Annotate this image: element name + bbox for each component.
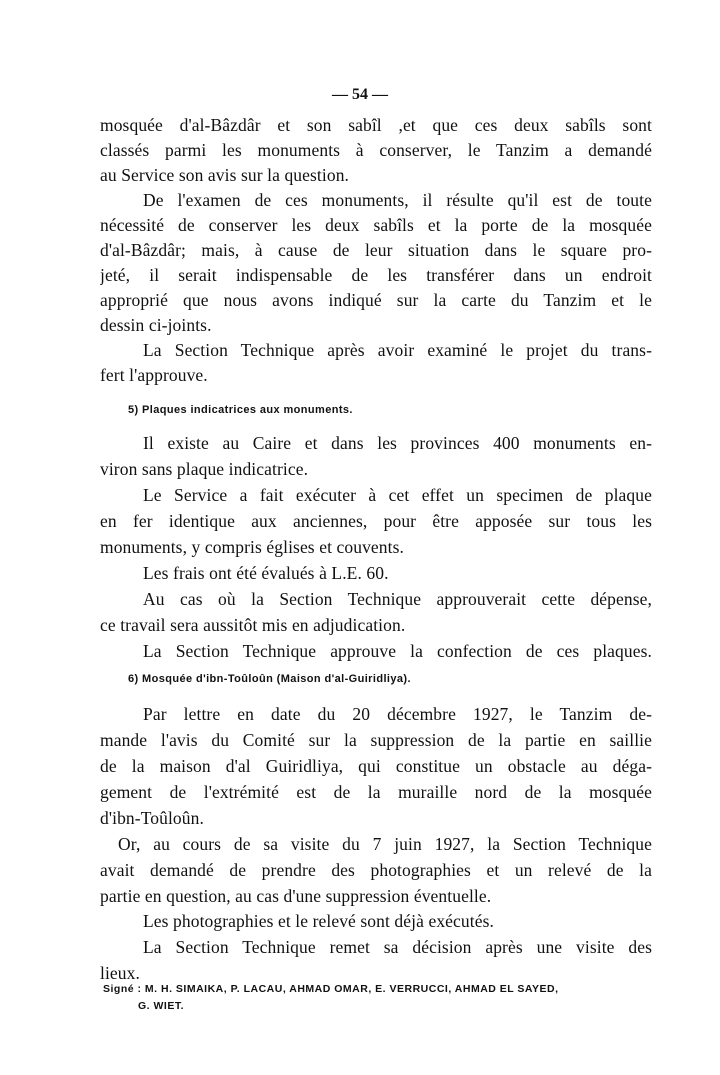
text-line: De l'examen de ces monuments, il résulte qu'il est de toute xyxy=(143,190,652,210)
section-heading-6: 6) Mosquée d'ibn-Toûloûn (Maison d'al-Guiridliya). xyxy=(128,673,411,685)
text-line: avait demandé de prendre des photographies et un relevé de la xyxy=(100,860,652,880)
text-line: approprié que nous avons indiqué sur la carte du Tanzim et le xyxy=(100,290,652,310)
text-line: Les frais ont été évalués à L.E. 60. xyxy=(143,563,389,583)
text-line: d'ibn-Toûloûn. xyxy=(100,808,204,828)
page-number: — 54 — xyxy=(332,86,388,103)
text-line: Le Service a fait exécuter à cet effet un specimen de plaque xyxy=(143,485,652,505)
section-heading-5: 5) Plaques indicatrices aux monuments. xyxy=(128,404,353,416)
text-line: La Section Technique après avoir examiné le projet du trans- xyxy=(143,340,652,360)
text-line: Au cas où la Section Technique approuverait cette dépense, xyxy=(143,589,652,609)
text-line: Par lettre en date du 20 décembre 1927, le Tanzim de- xyxy=(143,704,652,724)
text-line: dessin ci-joints. xyxy=(100,315,212,335)
text-line: mosquée d'al-Bâzdâr et son sabîl ,et que ces deux sabîls sont xyxy=(100,115,652,135)
signature-line: Signé : M. H. SIMAIKA, P. LACAU, AHMAD OMAR, E. VERRUCCI, AHMAD EL SAYED, xyxy=(103,983,559,995)
text-line: de la maison d'al Guiridliya, qui constitue un obstacle au déga- xyxy=(100,756,652,776)
text-line: jeté, il serait indispensable de les transférer dans un endroit xyxy=(100,265,652,285)
text-line: La Section Technique approuve la confection de ces plaques. xyxy=(143,641,652,661)
text-line: lieux. xyxy=(100,963,140,983)
signature-line: G. WIET. xyxy=(138,1000,184,1012)
text-line: ce travail sera aussitôt mis en adjudication. xyxy=(100,615,406,635)
text-line: d'al-Bâzdâr; mais, à cause de leur situation dans le square pro- xyxy=(100,240,652,260)
text-line: classés parmi les monuments à conserver, le Tanzim a demandé xyxy=(100,140,652,160)
text-line: Il existe au Caire et dans les provinces 400 monuments en- xyxy=(143,433,652,453)
text-line: La Section Technique remet sa décision après une visite des xyxy=(143,937,652,957)
text-line: partie en question, au cas d'une suppression éventuelle. xyxy=(100,886,492,906)
text-line: nécessité de conserver les deux sabîls et la porte de la mosquée xyxy=(100,215,652,235)
text-line: fert l'approuve. xyxy=(100,365,208,385)
text-line: gement de l'extrémité est de la muraille nord de la mosquée xyxy=(100,782,652,802)
text-line: viron sans plaque indicatrice. xyxy=(100,459,309,479)
text-line: Les photographies et le relevé sont déjà exécutés. xyxy=(143,911,494,931)
text-line: monuments, y compris églises et couvents. xyxy=(100,537,404,557)
text-line: Or, au cours de sa visite du 7 juin 1927, la Section Technique xyxy=(118,834,652,854)
text-line: au Service son avis sur la question. xyxy=(100,165,350,185)
text-line: mande l'avis du Comité sur la suppression de la partie en saillie xyxy=(100,730,652,750)
text-line: en fer identique aux anciennes, pour être apposée sur tous les xyxy=(100,511,652,531)
